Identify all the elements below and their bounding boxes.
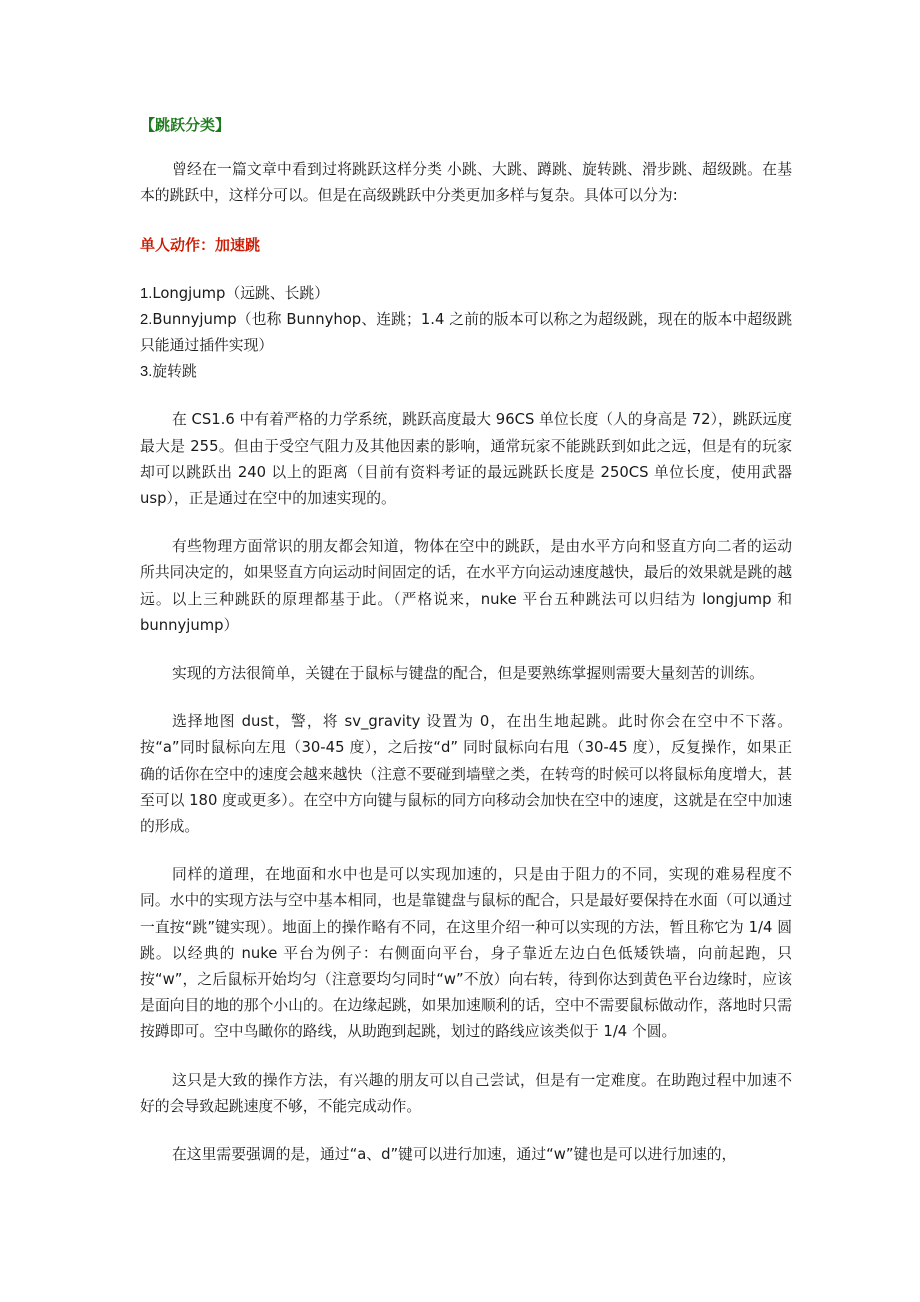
body-paragraph: 同样的道理，在地面和水中也是可以实现加速的，只是由于阻力的不同，实现的难易程度不同。水中的实现方法与空中基本相同，也是靠键盘与鼠标的配合，只是最好要保持在水面（可以通过一直按“跳”键实现）。地面上的操作略有不同，在这里介绍一种可以实现的方法，暂且称它为 1/4 圆跳。以经典的 nuke 平台为例子：右侧面向平台，身子靠近左边白色低矮铁墙，向前起跑，只按“w”，之后鼠标开始均匀（注意要均匀同时“w”不放）向右转，待到你达到黄色平台边缘时，应该是面向目的地的那个小山的。在边缘起跳，如果加速顺利的话，空中不需要鼠标做动作，落地时只需按蹲即可。空中鸟瞰你的路线，从助跑到起跳，划过的路线应该类似于 1/4 个圆。 (140, 866, 792, 1041)
list-item: 2.Bunnyjump（也称 Bunnyhop、连跳；1.4 之前的版本可以称之为超级跳，现在的版本中超级跳只能通过插件实现） (140, 311, 792, 355)
section-title: 【跳跃分类】 (140, 116, 231, 134)
body-paragraph: 在这里需要强调的是，通过“a、d”键可以进行加速，通过“w”键也是可以进行加速的， (172, 1146, 737, 1164)
body-paragraph: 这只是大致的操作方法，有兴趣的朋友可以自己尝试，但是有一定难度。在助跑过程中加速不好的会导致起跳速度不够，不能完成动作。 (140, 1071, 792, 1115)
body-paragraph: 选择地图 dust，警，将 sv_gravity 设置为 0，在出生地起跳。此时你会在空中不下落。按“a”同时鼠标向左甩（30-45 度），之后按“d” 同时鼠标向右甩（30-45 度），反复操作，如果正确的话你在空中的速度会越来越快（注意不要碰到墙壁之类，在转弯的时候可以将鼠标角度增大，甚至可以 180 度或更多）。在空中方向键与鼠标的同方向移动会加快在空中的速度，这就是在空中加速的形成。 (140, 713, 792, 836)
intro-paragraph: 曾经在一篇文章中看到过将跳跃这样分类 小跳、大跳、蹲跳、旋转跳、滑步跳、超级跳。在基本的跳跃中，这样分可以。但是在高级跳跃中分类更加多样与复杂。具体可以分为: (140, 161, 792, 205)
subsection-title: 单人动作：加速跳 (140, 236, 261, 255)
body-paragraph: 在 CS1.6 中有着严格的力学系统，跳跃高度最大 96CS 单位长度（人的身高是 72），跳跃远度最大是 255。但由于受空气阻力及其他因素的影响，通常玩家不能跳跃到如此之远，但是有的玩家却可以跳跃出 240 以上的距离（目前有资料考证的最远跳跃长度是 250CS 单位长度，使用武器 usp），正是通过在空中的加速实现的。 (140, 411, 792, 508)
list-item: 1.Longjump（远跳、长跳） (140, 285, 330, 303)
jump-type-list (140, 281, 792, 385)
list-item: 3.旋转跳 (140, 363, 197, 381)
article-body (140, 111, 792, 1190)
body-paragraph: 实现的方法很简单，关键在于鼠标与键盘的配合，但是要熟练掌握则需要大量刻苦的训练。 (172, 665, 764, 683)
body-paragraph: 有些物理方面常识的朋友都会知道，物体在空中的跳跃，是由水平方向和竖直方向二者的运动所共同决定的，如果竖直方向运动时间固定的话，在水平方向运动速度越快，最后的效果就是跳的越远。以上三种跳跃的原理都基于此。（严格说来，nuke 平台五种跳法可以归结为 longjump 和 bunnyjump） (140, 538, 792, 634)
